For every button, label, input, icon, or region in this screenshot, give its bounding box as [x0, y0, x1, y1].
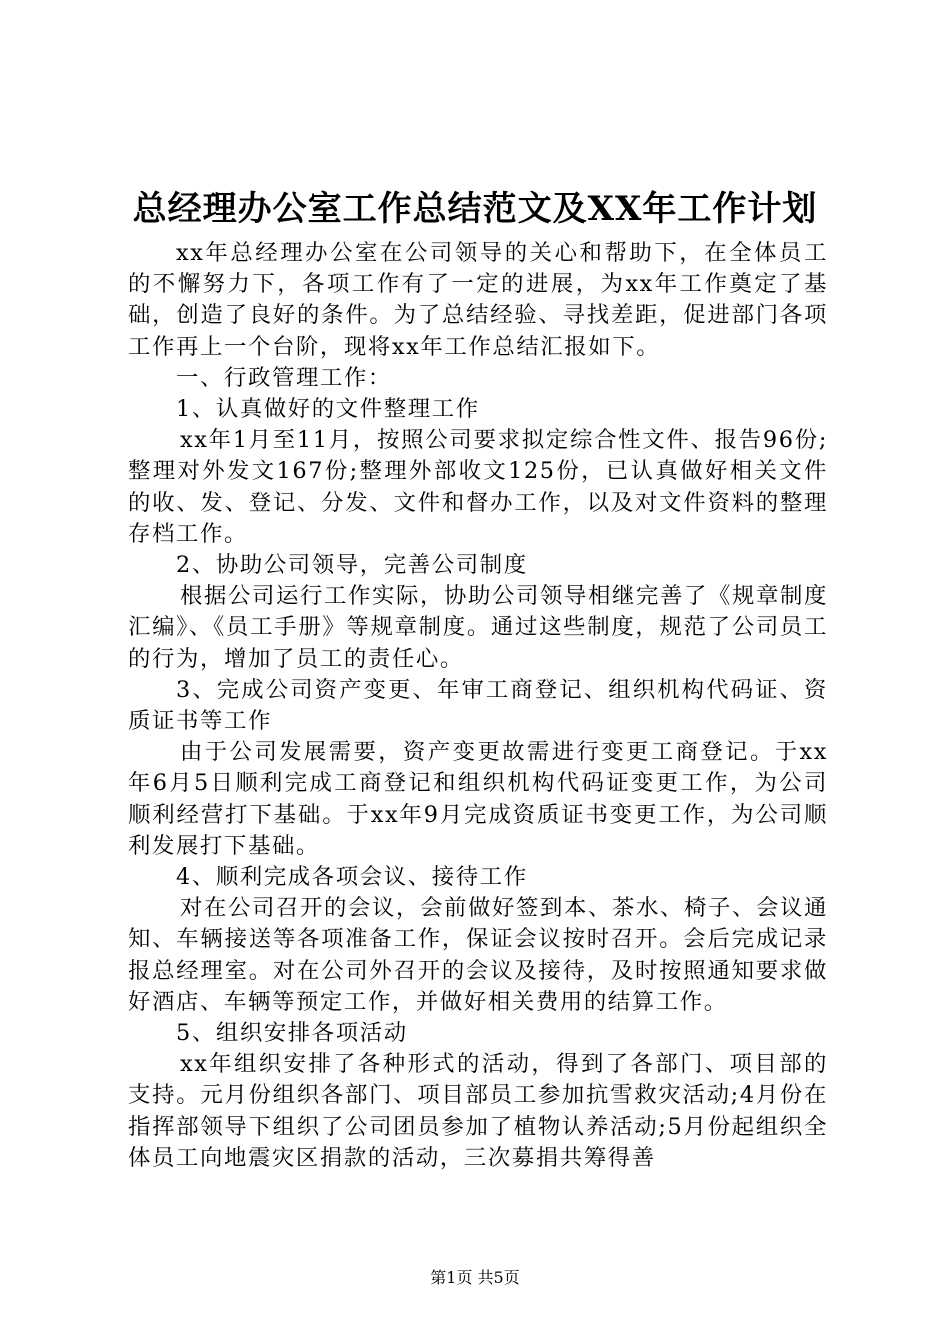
paragraph-5: xx年组织安排了各种形式的活动，得到了各部门、项目部的支持。元月份组织各部门、项目部员工参加抗雪救灾活动;4月份在指挥部领导下组织了公司团员参加了植物认养活动;5月份起组织全体员工向地震灾区捐款的活动，三次募捐共筹得善 [128, 1051, 828, 1171]
subheading-5: 5、组织安排各项活动 [176, 1020, 408, 1047]
paragraph-intro: xx年总经理办公室在公司领导的关心和帮助下，在全体员工的不懈努力下，各项工作有了一定的进展，为xx年工作奠定了基础，创造了良好的条件。为了总结经验、寻找差距，促进部门各项工作再上一个台阶，现将xx年工作总结汇报如下。 [128, 240, 828, 360]
subheading-1: 1、认真做好的文件整理工作 [176, 396, 480, 423]
paragraph-2: 根据公司运行工作实际，协助公司领导相继完善了《规章制度汇编》、《员工手册》等规章制度。通过这些制度，规范了公司员工的行为，增加了员工的责任心。 [128, 583, 828, 672]
subheading-3: 3、完成公司资产变更、年审工商登记、组织机构代码证、资质证书等工作 [128, 676, 828, 735]
section-heading-admin: 一、行政管理工作： [176, 364, 392, 391]
document-title: 总经理办公室工作总结范文及XX年工作计划 [132, 189, 818, 229]
paragraph-3: 由于公司发展需要，资产变更故需进行变更工商登记。于xx年6月5日顺利完成工商登记和组织机构代码证变更工作，为公司顺利经营打下基础。于xx年9月完成资质证书变更工作，为公司顺利发展打下基础。 [128, 739, 828, 859]
document-body [128, 238, 828, 1174]
subheading-4: 4、顺利完成各项会议、接待工作 [176, 864, 528, 891]
paragraph-4: 对在公司召开的会议，会前做好签到本、茶水、椅子、会议通知、车辆接送等各项准备工作，保证会议按时召开。会后完成记录报总经理室。对在公司外召开的会议及接待，及时按照通知要求做好酒店、车辆等预定工作，并做好相关费用的结算工作。 [128, 895, 828, 1015]
paragraph-1: xx年1月至11月，按照公司要求拟定综合性文件、报告96份;整理对外发文167份;整理外部收文125份，已认真做好相关文件的收、发、登记、分发、文件和督办工作，以及对文件资料的整理存档工作。 [128, 427, 828, 547]
subheading-2: 2、协助公司领导，完善公司制度 [176, 552, 528, 579]
page-footer: 第1页 共5页 [430, 1268, 520, 1287]
